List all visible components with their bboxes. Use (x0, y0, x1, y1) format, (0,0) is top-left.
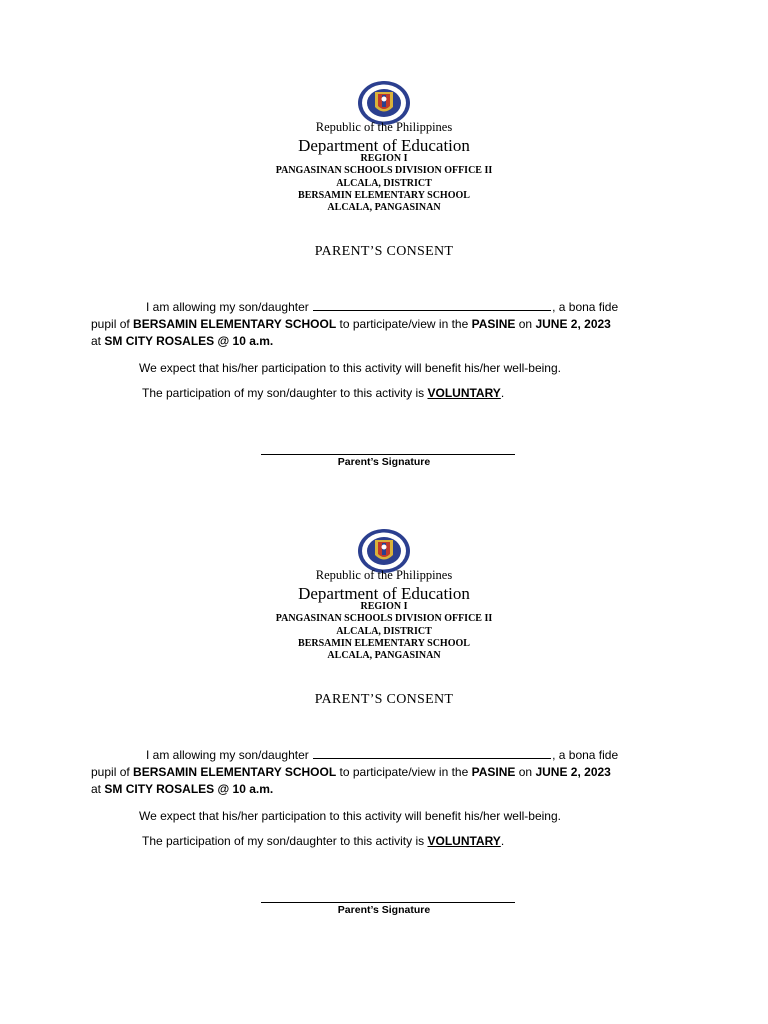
voluntary-label: VOLUNTARY (427, 834, 501, 848)
voluntary-label: VOLUNTARY (427, 386, 501, 400)
department-title: Department of Education (298, 584, 470, 603)
republic-label: Republic of the Philippines (315, 120, 453, 134)
event-venue: SM CITY ROSALES @ 10 a.m. (104, 782, 274, 796)
line1-suffix: , a bona fide (552, 300, 619, 314)
line1-suffix: , a bona fide (552, 748, 619, 762)
school-label: BERSAMIN ELEMENTARY SCHOOL (298, 638, 470, 649)
school-name: BERSAMIN ELEMENTARY SCHOOL (133, 765, 337, 779)
event-date: JUNE 2, 2023 (535, 317, 611, 331)
line2-prefix: pupil of (91, 765, 130, 779)
region-label: REGION I (360, 601, 408, 612)
event-name: PASINE (471, 317, 516, 331)
participation-prefix: The participation of my son/daughter to this activity is (142, 386, 425, 400)
line2-mid: to participate/view in the (339, 765, 469, 779)
participation-prefix: The participation of my son/daughter to this activity is (142, 834, 425, 848)
signature-line[interactable] (261, 902, 515, 903)
participation-period: . (500, 834, 505, 848)
place-label: ALCALA, PANGASINAN (327, 650, 441, 661)
line2-prefix: pupil of (91, 317, 130, 331)
participation-line (142, 386, 504, 400)
consent-line-3 (91, 782, 273, 796)
line3-at: at (91, 334, 102, 348)
consent-form-1 (0, 80, 768, 550)
school-name: BERSAMIN ELEMENTARY SCHOOL (133, 317, 337, 331)
consent-title: PARENT’S CONSENT (314, 244, 454, 259)
division-label: PANGASINAN SCHOOLS DIVISION OFFICE II (275, 165, 493, 176)
expectation-text: We expect that his/her participation to this activity will benefit his/her well-being. (139, 809, 561, 823)
region-label: REGION I (360, 153, 408, 164)
school-label: BERSAMIN ELEMENTARY SCHOOL (298, 190, 470, 201)
consent-line-1 (146, 300, 618, 314)
district-label: ALCALA, DISTRICT (336, 178, 432, 189)
consent-title: PARENT’S CONSENT (314, 692, 454, 707)
consent-line-3 (91, 334, 273, 348)
participation-period: . (500, 386, 505, 400)
event-name: PASINE (471, 765, 516, 779)
place-label: ALCALA, PANGASINAN (327, 202, 441, 213)
consent-line-1 (146, 748, 618, 762)
consent-line-2 (91, 317, 611, 331)
district-label: ALCALA, DISTRICT (336, 626, 432, 637)
department-title: Department of Education (298, 136, 470, 155)
child-name-blank[interactable] (313, 748, 551, 759)
event-date: JUNE 2, 2023 (535, 765, 611, 779)
signature-label: Parent’s Signature (337, 904, 431, 916)
line1-prefix: I am allowing my son/daughter (146, 748, 309, 762)
event-venue: SM CITY ROSALES @ 10 a.m. (104, 334, 274, 348)
participation-line (142, 834, 504, 848)
child-name-blank[interactable] (313, 300, 551, 311)
expectation-text: We expect that his/her participation to this activity will benefit his/her well-being. (139, 361, 561, 375)
line1-prefix: I am allowing my son/daughter (146, 300, 309, 314)
division-label: PANGASINAN SCHOOLS DIVISION OFFICE II (275, 613, 493, 624)
consent-line-2 (91, 765, 611, 779)
signature-line[interactable] (261, 454, 515, 455)
line2-on: on (518, 765, 533, 779)
line2-mid: to participate/view in the (339, 317, 469, 331)
signature-label: Parent’s Signature (337, 456, 431, 468)
consent-form-2 (0, 528, 768, 998)
line3-at: at (91, 782, 102, 796)
line2-on: on (518, 317, 533, 331)
republic-label: Republic of the Philippines (315, 568, 453, 582)
